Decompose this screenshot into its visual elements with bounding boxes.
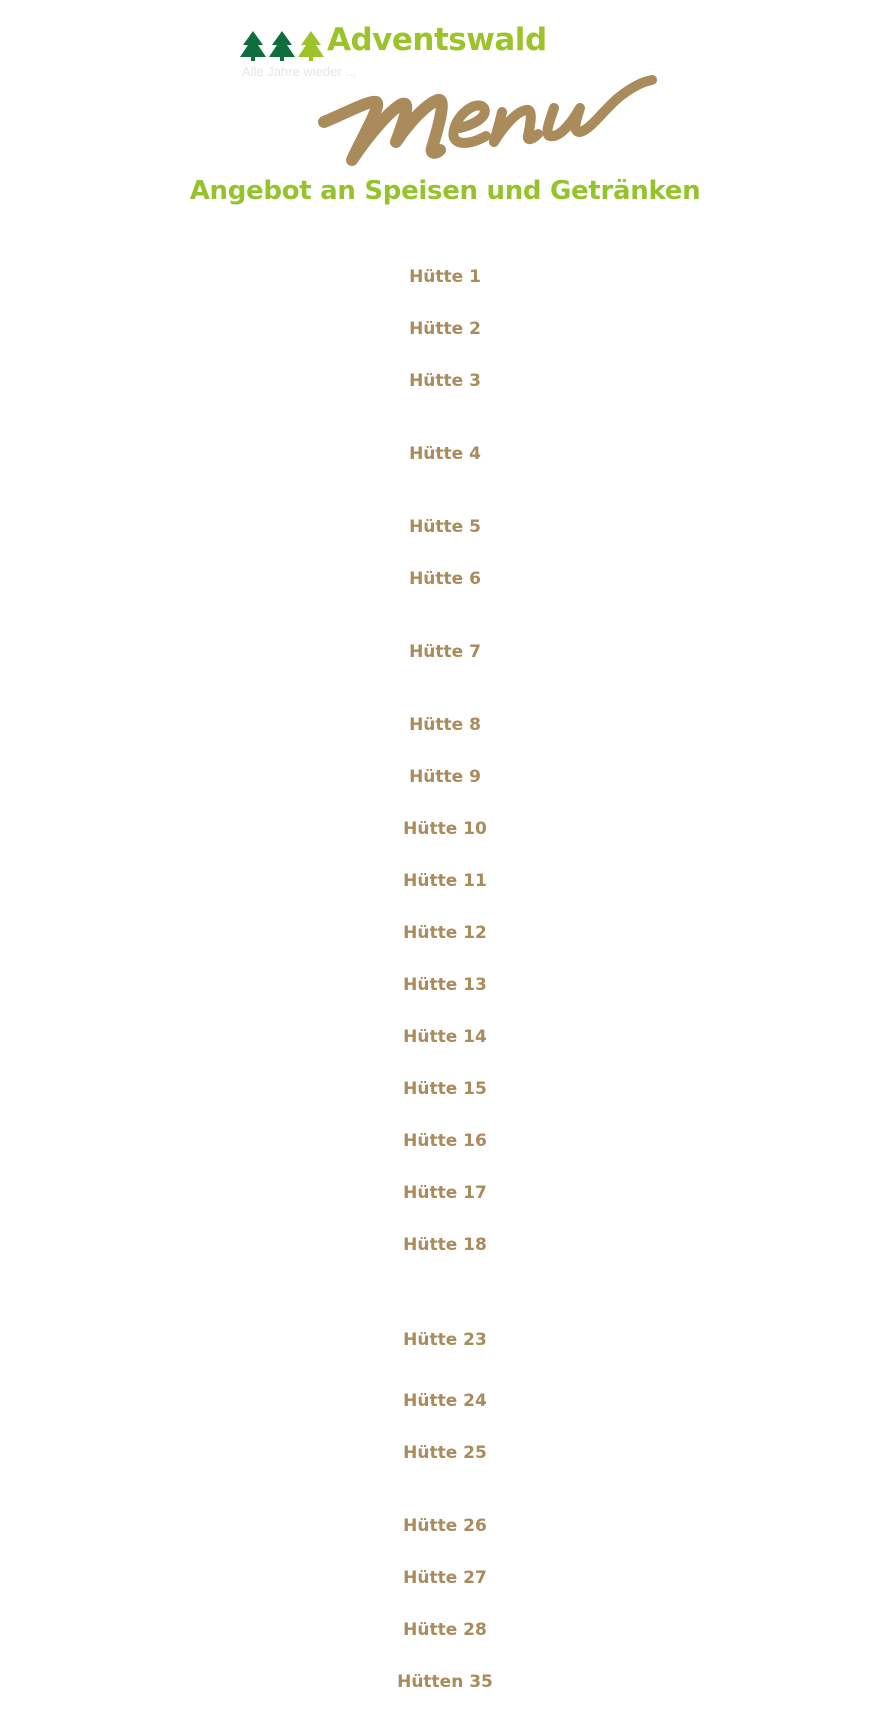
page-heading: Angebot an Speisen und Getränken: [189, 176, 701, 206]
adventswald-logo[interactable]: [240, 22, 660, 168]
three-trees-icon: [240, 31, 326, 61]
hut-link-label: Hütte 6: [409, 569, 481, 589]
hut-link-13[interactable]: [0, 977, 890, 994]
hut-link-3[interactable]: [0, 373, 890, 390]
hut-link-27[interactable]: [0, 1570, 890, 1587]
hut-link-7[interactable]: [0, 644, 890, 661]
hut-link-26[interactable]: [0, 1518, 890, 1535]
hut-link-label: Hütte 14: [403, 1027, 487, 1047]
hut-link-5[interactable]: [0, 519, 890, 536]
hut-link-label: Hütte 23: [403, 1330, 487, 1350]
hut-link-11[interactable]: [0, 873, 890, 890]
hut-link-label: Hütte 11: [403, 871, 487, 891]
hut-link-35[interactable]: [0, 1674, 890, 1691]
hut-link-label: Hütte 16: [403, 1131, 487, 1151]
hut-link-6[interactable]: [0, 571, 890, 588]
hut-link-label: Hütte 28: [403, 1620, 487, 1640]
hut-link-4[interactable]: [0, 446, 890, 463]
hut-link-28[interactable]: [0, 1622, 890, 1639]
hut-link-9[interactable]: [0, 769, 890, 786]
hut-link-23[interactable]: [0, 1332, 890, 1349]
hut-link-label: Hütte 1: [409, 267, 481, 287]
menu-script-title: [318, 42, 658, 172]
hut-link-label: Hütte 10: [403, 819, 487, 839]
hut-link-25[interactable]: [0, 1445, 890, 1462]
hut-link-10[interactable]: [0, 821, 890, 838]
hut-link-2[interactable]: [0, 321, 890, 338]
hut-link-label: Hütte 27: [403, 1568, 487, 1588]
hut-link-label: Hütte 18: [403, 1235, 487, 1255]
hut-link-label: Hütte 7: [409, 642, 481, 662]
hut-link-label: Hütte 2: [409, 319, 481, 339]
brand-tagline: Alle Jahre wieder ...: [242, 64, 357, 79]
brand-name: Adventswald: [327, 22, 547, 58]
hut-link-label: Hütte 8: [409, 715, 481, 735]
hut-link-15[interactable]: [0, 1081, 890, 1098]
hut-link-label: Hütte 3: [409, 371, 481, 391]
hut-link-8[interactable]: [0, 717, 890, 734]
hut-link-14[interactable]: [0, 1029, 890, 1046]
hut-link-17[interactable]: [0, 1185, 890, 1202]
hut-link-label: Hütte 5: [409, 517, 481, 537]
hut-link-24[interactable]: [0, 1393, 890, 1410]
hut-link-label: Hütte 4: [409, 444, 481, 464]
hut-link-12[interactable]: [0, 925, 890, 942]
hut-link-label: Hütte 17: [403, 1183, 487, 1203]
hut-link-label: Hütte 13: [403, 975, 487, 995]
hut-link-label: Hütte 9: [409, 767, 481, 787]
hut-link-18[interactable]: [0, 1237, 890, 1254]
hut-link-16[interactable]: [0, 1133, 890, 1150]
hut-link-label: Hütte 26: [403, 1516, 487, 1536]
menu-script-graphic: [318, 42, 658, 172]
hut-link-1[interactable]: [0, 269, 890, 286]
hut-link-label: Hütte 25: [403, 1443, 487, 1463]
hut-link-label: Hütte 24: [403, 1391, 487, 1411]
hut-link-label: Hütte 12: [403, 923, 487, 943]
hut-link-label: Hütte 15: [403, 1079, 487, 1099]
hut-link-label: Hütten 35: [397, 1672, 493, 1692]
tree-icons: [240, 31, 326, 61]
